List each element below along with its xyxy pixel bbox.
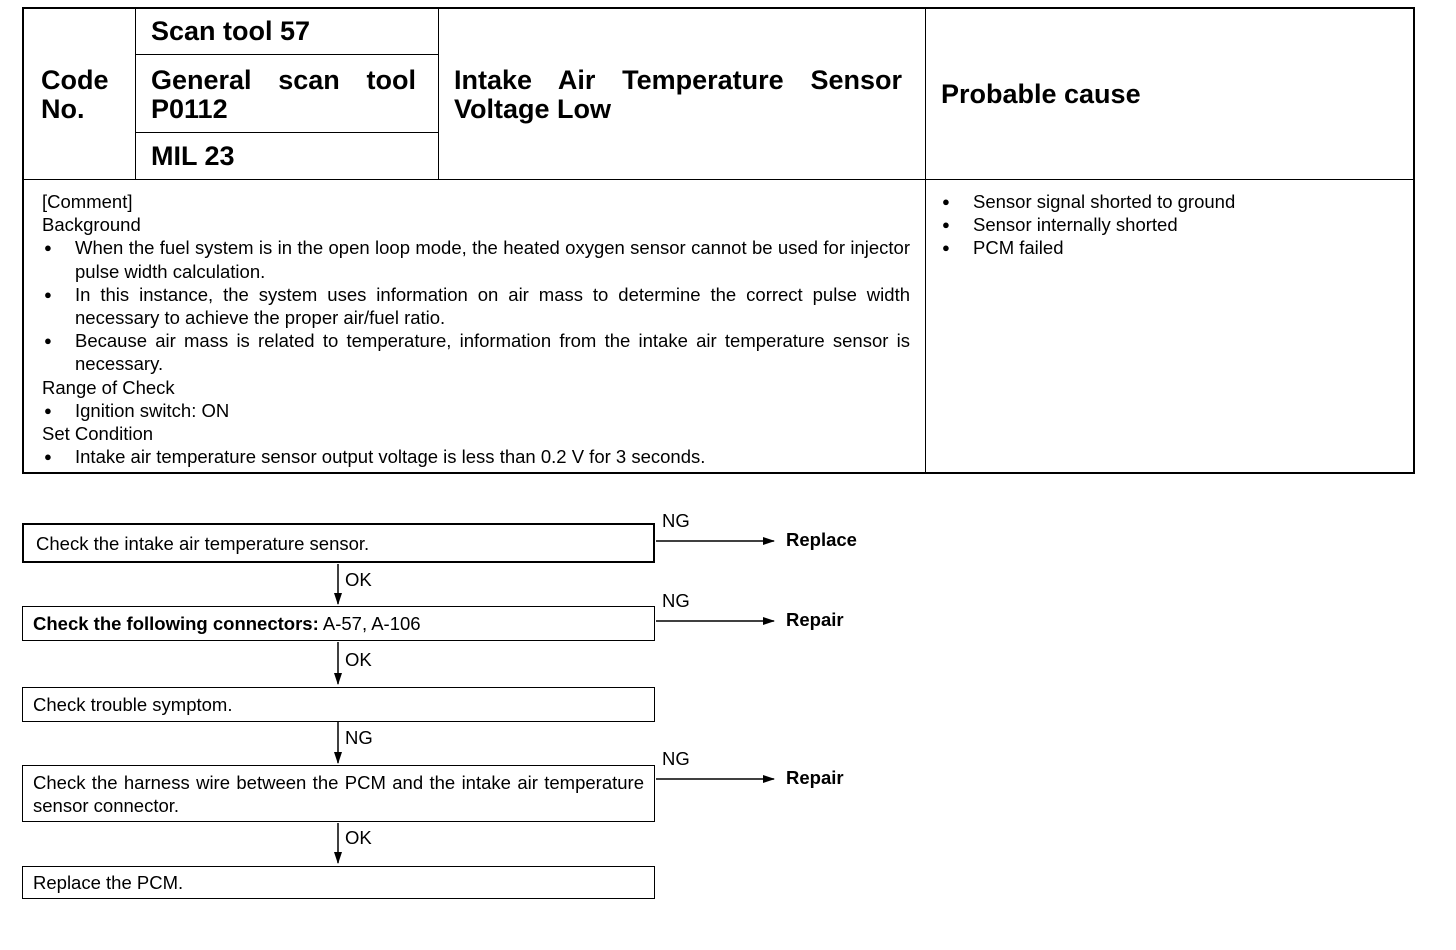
code-number-label: Code No. [41,65,109,124]
diagnostic-title: Intake Air Temperature Sensor Voltage Low [454,65,902,124]
flow-step-check-harness [22,765,655,822]
comment-heading: [Comment] [42,191,133,212]
flow-step-check-connectors [22,606,655,641]
flow-step-replace-pcm [22,866,655,899]
general-scan-tool-code: General scan tool P0112 [151,65,416,124]
list-item: ● Intake air temperature sensor output voltage is less than 0.2 V for 3 seconds. [42,445,910,468]
flow-step-text: A-57, A-106 [318,613,421,634]
flow-step-check-sensor [22,523,655,563]
list-item: ● PCM failed [940,236,1235,259]
flow-result-replace: Replace [786,529,857,550]
flow-label-ok: OK [345,569,372,590]
flow-label-ng: NG [345,727,373,748]
set-condition-label: Set Condition [42,423,154,445]
flow-step-text: Check trouble symptom. [33,694,233,715]
range-of-check-label: Range of Check [42,376,175,398]
list-item: ● Because air mass is related to temperature, information from the intake air temperature sensor is necessary. [42,329,910,375]
flow-step-text: Replace the PCM. [33,872,184,893]
list-item: ● Sensor signal shorted to ground [940,190,1235,213]
background-label: Background [42,214,141,236]
flow-result-repair: Repair [786,609,844,630]
flow-label-ng: NG [662,748,690,769]
list-item: ● Ignition switch: ON [42,399,910,422]
probable-cause-heading: Probable cause [941,79,1141,109]
list-item: ● In this instance, the system uses information on air mass to determine the correct pulse width necessary to achieve the proper air/fuel ratio. [42,283,910,329]
list-item: ● Sensor internally shorted [940,213,1235,236]
flow-step-bold-text: Check the following connectors: [33,613,319,634]
flow-step-check-symptom [22,687,655,722]
scan-tool-code: Scan tool 57 [151,16,311,46]
flow-label-ng: NG [662,510,690,531]
mil-code: MIL 23 [151,141,235,171]
flow-result-repair: Repair [786,767,844,788]
flow-step-text: Check the harness wire between the PCM and the intake air temperature sensor connector. [33,771,644,816]
flow-step-text: Check the intake air temperature sensor. [36,532,370,554]
flow-label-ng: NG [662,590,690,611]
flow-label-ok: OK [345,827,372,848]
list-item: ● When the fuel system is in the open loop mode, the heated oxygen sensor cannot be used for injector pulse width calculation. [42,236,910,282]
flow-label-ok: OK [345,649,372,670]
